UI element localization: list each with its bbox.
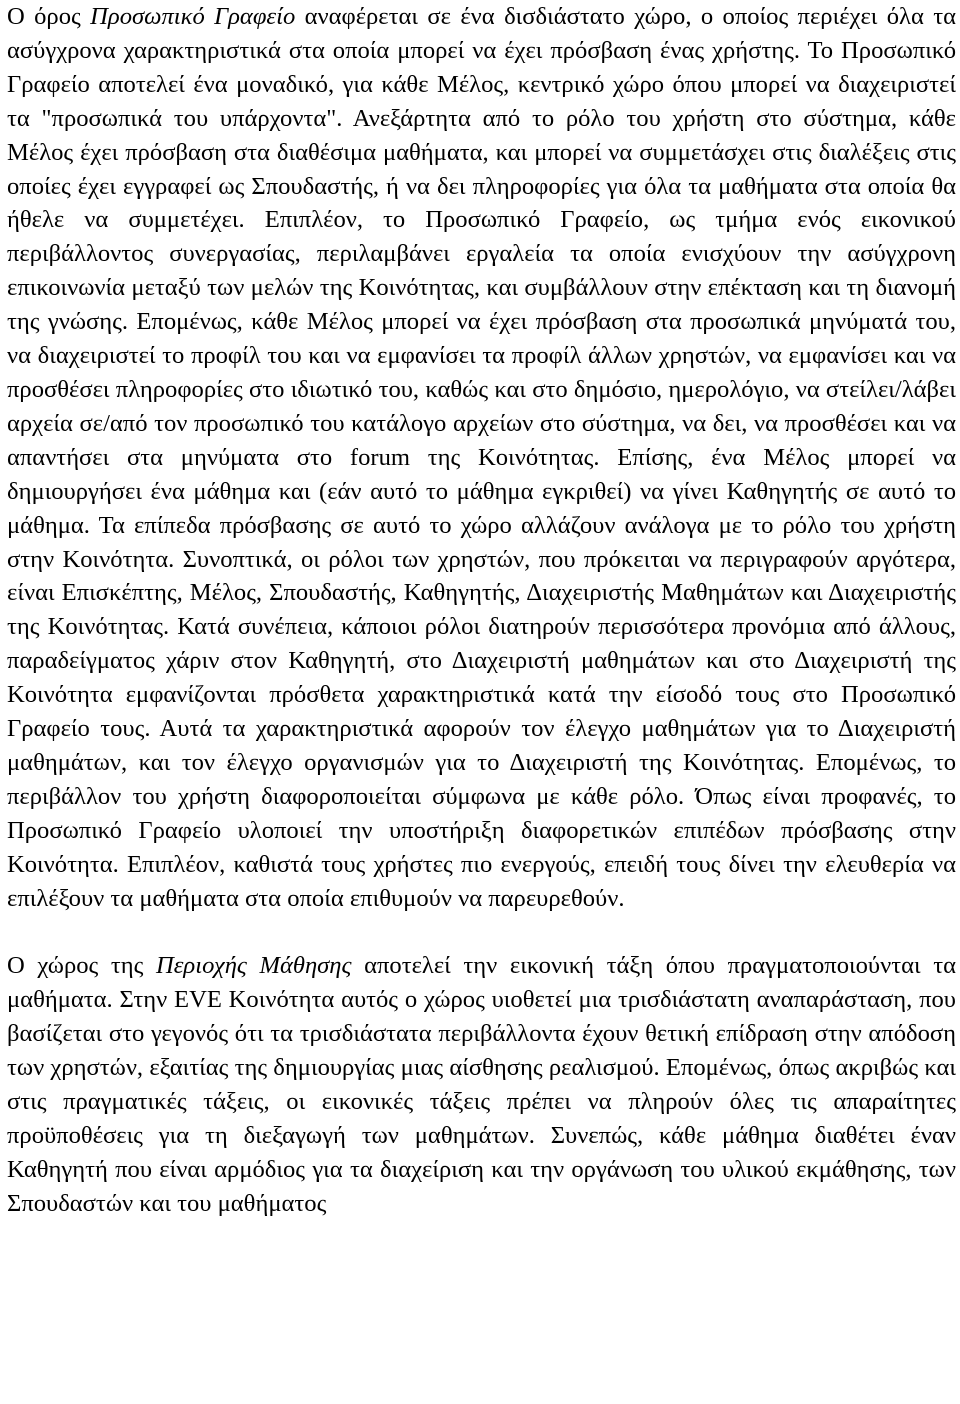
- paragraph-intro: Ο όρος: [7, 3, 91, 30]
- term-personal-office: Προσωπικό Γραφείο: [90, 3, 296, 30]
- paragraph-body: αναφέρεται σε ένα δισδιάστατο χώρο, ο οποίος περιέχει όλα τα ασύγχρονα χαρακτηριστικά στα οποία μπορεί να έχει πρόσβαση ένας χρήστης. Το Προσωπικό Γραφείο αποτελεί ένα μοναδικό, για κάθε Μέλος, κεντρικό χώρο όπου μπορεί να διαχειριστεί τα "προσωπικά του υπάρχοντα". Ανεξάρτητα από το ρόλο του χρήστη στο σύστημα, κάθε Μέλος έχει πρόσβαση στα διαθέσιμα μαθήματα, και μπορεί να συμμετάσχει στις διαλέξεις στις οποίες έχει εγγραφεί ως Σπουδαστής, ή να δει πληροφορίες για όλα τα μαθήματα στα οποία θα ήθελε να συμμετέχει. Επιπλέον, το Προσωπικό Γραφείο, ως τμήμα ενός εικονικού περιβάλλοντος συνεργασίας, περιλαμβάνει εργαλεία τα οποία ενισχύουν την ασύγχρονη επικοινωνία μεταξύ των μελών της Κοινότητας, και συμβάλλουν στην επέκταση και τη διανομή της γνώσης. Επομένως, κάθε Μέλος μπορεί να έχει πρόσβαση στα προσωπικά μηνύματά του, να διαχειριστεί το προφίλ του και να εμφανίσει τα προφίλ άλλων χρηστών, να εμφανίσει και να προσθέσει πληροφορίες στο ιδιωτικό του, καθώς και στο δημόσιο, ημερολόγιο, να στείλει/λάβει αρχεία σε/από τον προσωπικό του κατάλογο αρχείων στο σύστημα, να δει, να προσθέσει και να απαντήσει στα μηνύματα στο forum της Κοινότητας. Επίσης, ένα Μέλος μπορεί να δημιουργήσει ένα μάθημα και (εάν αυτό το μάθημα εγκριθεί) να γίνει Καθηγητής σε αυτό το μάθημα. Τα επίπεδα πρόσβασης σε αυτό το χώρο αλλάζουν ανάλογα με το ρόλο του χρήστη στην Κοινότητα. Συνοπτικά, οι ρόλοι των χρηστών, που πρόκειται να περιγραφούν αργότερα, είναι Επισκέπτης, Μέλος, Σπουδαστής, Καθηγητής, Διαχειριστής Μαθημάτων και Διαχειριστής της Κοινότητας. Κατά συνέπεια, κάποιοι ρόλοι διατηρούν περισσότερα προνόμια από άλλους, παραδείγματος χάριν στον Καθηγητή, στο Διαχειριστή μαθημάτων και στο Διαχειριστή της Κοινότητα εμφανίζονται πρόσθετα χαρακτηριστικά κατά την είσοδό τους στο Προσωπικό Γραφείο τους. Αυτά τα χαρακτηριστικά αφορούν τον έλεγχο μαθημάτων για το Διαχειριστή μαθημάτων, και τον έλεγχο οργανισμών για το Διαχειριστή της Κοινότητας. Επομένως, το περιβάλλον του χρήστη διαφοροποιείται σύμφωνα με κάθε ρόλο. Όπως είναι προφανές, το Προσωπικό Γραφείο υλοποιεί την υποστήριξη διαφορετικών επιπέδων πρόσβασης στην Κοινότητα. Επιπλέον, καθιστά τους χρήστες πιο ενεργούς, επειδή τους δίνει την ελευθερία να επιλέξουν τα μαθήματα στα οποία επιθυμούν να παρευρεθούν.: [7, 3, 957, 912]
- paragraph-learning-area: [7, 949, 956, 1220]
- term-learning-area: Περιοχής Μάθησης: [155, 952, 352, 980]
- paragraph-personal-office: [7, 0, 956, 915]
- paragraph-intro: Ο χώρος της: [7, 952, 156, 980]
- paragraph-body: αποτελεί την εικονική τάξη όπου πραγματοποιούνται τα μαθήματα. Στην EVE Κοινότητα αυτός ο χώρος υιοθετεί μια τρισδιάστατη αναπαράσταση, που βασίζεται στο γεγονός ότι τα τρισδιάστατα περιβάλλοντα έχουν θετική επίδραση στην απόδοση των χρηστών, εξαιτίας της δημιουργίας μιας αίσθησης ρεαλισμού. Επομένως, όπως ακριβώς και στις πραγματικές τάξεις, οι εικονικές τάξεις πρέπει να πληρούν όλες τις απαραίτητες προϋποθέσεις για τη διεξαγωγή των μαθημάτων. Συνεπώς, κάθε μάθημα διαθέτει έναν Καθηγητή που είναι αρμόδιος για τα διαχείριση και την οργάνωση του υλικού εκμάθησης, των Σπουδαστών και του μαθήματος: [7, 952, 956, 1217]
